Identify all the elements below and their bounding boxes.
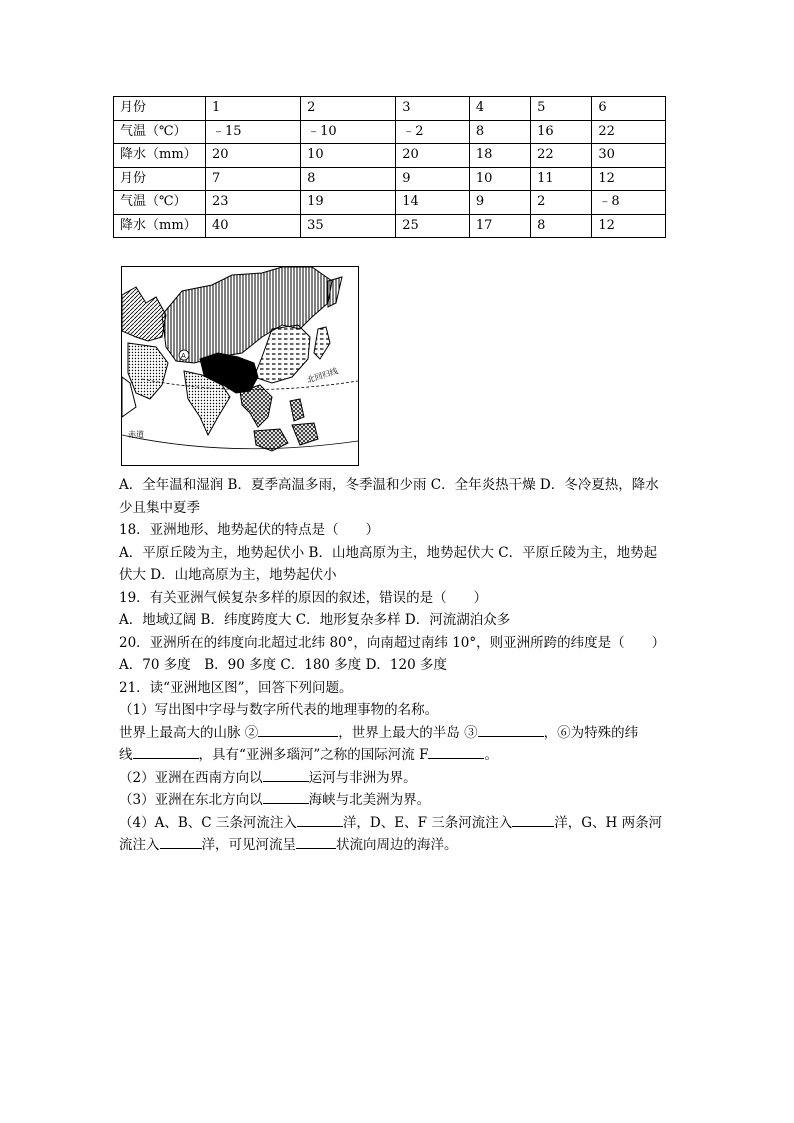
q20-stem: 20．亚洲所在的纬度向北超过北纬 80°，向南超过南纬 10°，则亚洲所跨的纬度是（ ） [119,634,666,651]
table-cell: 3 [396,97,470,121]
q19-options: A．地域辽阔 B．纬度跨度大 C．地形复杂多样 D．河流湖泊众多 [119,612,511,628]
europe-landmass [122,287,166,341]
q21-text: 运河与非洲为界。 [308,769,417,786]
table-row [114,97,666,121]
q20-options: A．70 多度 B．90 多度 C．180 多度 D．120 多度 [119,657,447,673]
tropic-label: 北回归线 [305,366,340,385]
equator-label: 赤道 [128,430,144,439]
arabia-landmass [128,343,168,399]
question-text-block [119,474,679,857]
q21-text: 。 [484,747,498,763]
q18-options-line2: 伏大 D．山地高原为主，地势起伏小 [119,567,337,583]
q21-text: 洋，G、H 两条河 [554,814,663,831]
table-cell: 9 [396,167,470,191]
q21-text: 状流向周边的海洋。 [336,837,458,853]
q21-text: ，具有“亚洲多瑙河”之称的国际河流 F [198,747,429,763]
q21-part4-line2 [119,834,679,857]
q21-part1-line1 [119,722,679,745]
answer-blank [428,744,484,759]
table-cell: ﹣8 [592,191,666,215]
japan [314,327,330,359]
table-cell: 16 [531,120,592,144]
q21-part1: （1）写出图中字母与数字所代表的地理事物的名称。 [119,702,439,718]
table-cell: 25 [396,214,470,238]
table-cell: 14 [396,191,470,215]
q21-part3 [119,789,679,812]
q21-text: 洋，可见河流呈 [201,837,296,853]
table-cell: 降水（mm） [114,144,206,168]
table-cell: 35 [301,214,396,238]
table-row [114,144,666,168]
q21-text: 世界上最高大的山脉 ② [119,724,259,741]
q21-text: （2）亚洲在西南方向以 [119,769,263,786]
answer-blank [263,789,309,804]
table-cell: 11 [531,167,592,191]
kamchatka [328,277,342,307]
marker-a-label: A [181,352,186,360]
answer-blank [296,834,336,849]
q21-part2 [119,767,679,790]
table-cell: 8 [531,214,592,238]
table-cell: 5 [531,97,592,121]
q21-text: 洋，D、E、F 三条河流注入 [342,814,513,831]
q17-options-line1: A．全年温和湿润 B．夏季高温多雨，冬季温和少雨 C．全年炎热干燥 D．冬冷夏热，降水 [119,477,659,493]
answer-blank [297,812,343,827]
table-cell: 1 [206,97,301,121]
table-cell: 8 [469,120,530,144]
table-cell: 2 [301,97,396,121]
table-cell: 降水（mm） [114,214,206,238]
table-cell: 7 [206,167,301,191]
table-cell: 10 [301,144,396,168]
table-row [114,214,666,238]
q21-text: 线 [119,747,133,763]
answer-blank [133,744,199,759]
q21-text: ，⑥为特殊的纬 [543,724,639,741]
table-cell: 6 [592,97,666,121]
borneo [292,423,318,445]
q21-text: （3）亚洲在东北方向以 [119,792,263,808]
q21-text: ，世界上最大的半岛 ③ [338,724,478,741]
q21-part4-line1 [119,812,679,835]
q18-stem: 18．亚洲地形、地势起伏的特点是（ ） [119,522,380,538]
map-graphic [122,267,358,465]
table-cell: 4 [469,97,530,121]
table-cell: 40 [206,214,301,238]
answer-blank [160,834,202,849]
table-cell: ﹣15 [206,120,301,144]
q21-text: 海峡与北美洲为界。 [308,792,431,808]
table-cell: 8 [301,167,396,191]
asia-climate-map [121,266,359,466]
answer-blank [263,767,309,782]
table-cell: 22 [592,120,666,144]
table-cell: 12 [592,167,666,191]
equator-line [122,435,358,449]
indochina [240,385,272,427]
table-cell: 月份 [114,167,206,191]
philippines [290,399,304,421]
table-cell: 20 [396,144,470,168]
q21-text: 流注入 [119,837,160,853]
table-cell: 2 [531,191,592,215]
table-cell: 气温（℃） [114,191,206,215]
table-cell: 月份 [114,97,206,121]
table-cell: 10 [469,167,530,191]
q17-options-line2: 少且集中夏季 [119,499,200,516]
q21-part1-line2 [119,744,679,767]
q21-text: （4）A、B、C 三条河流注入 [119,814,297,831]
q19-stem: 19．有关亚洲气候复杂多样的原因的叙述，错误的是（ ） [119,589,488,606]
table-cell: 12 [592,214,666,238]
q18-options-line1: A．平原丘陵为主，地势起伏小 B．山地高原为主，地势起伏大 C．平原丘陵为主，地势起 [119,544,658,561]
table-cell: ﹣10 [301,120,396,144]
table-cell: 22 [531,144,592,168]
table-row [114,167,666,191]
table-row [114,191,666,215]
table-cell: 17 [469,214,530,238]
table-cell: 19 [301,191,396,215]
table-cell: 20 [206,144,301,168]
answer-blank [258,722,338,737]
table-cell: 30 [592,144,666,168]
answer-blank [478,722,544,737]
table-cell: 18 [469,144,530,168]
answer-blank [512,812,554,827]
table-cell: ﹣2 [396,120,470,144]
q21-stem: 21．读“亚洲地区图”，回答下列问题。 [119,679,353,696]
table-cell: 气温（℃） [114,120,206,144]
table-cell: 9 [469,191,530,215]
climate-data-table [113,96,666,238]
table-row [114,120,666,144]
table-cell: 23 [206,191,301,215]
